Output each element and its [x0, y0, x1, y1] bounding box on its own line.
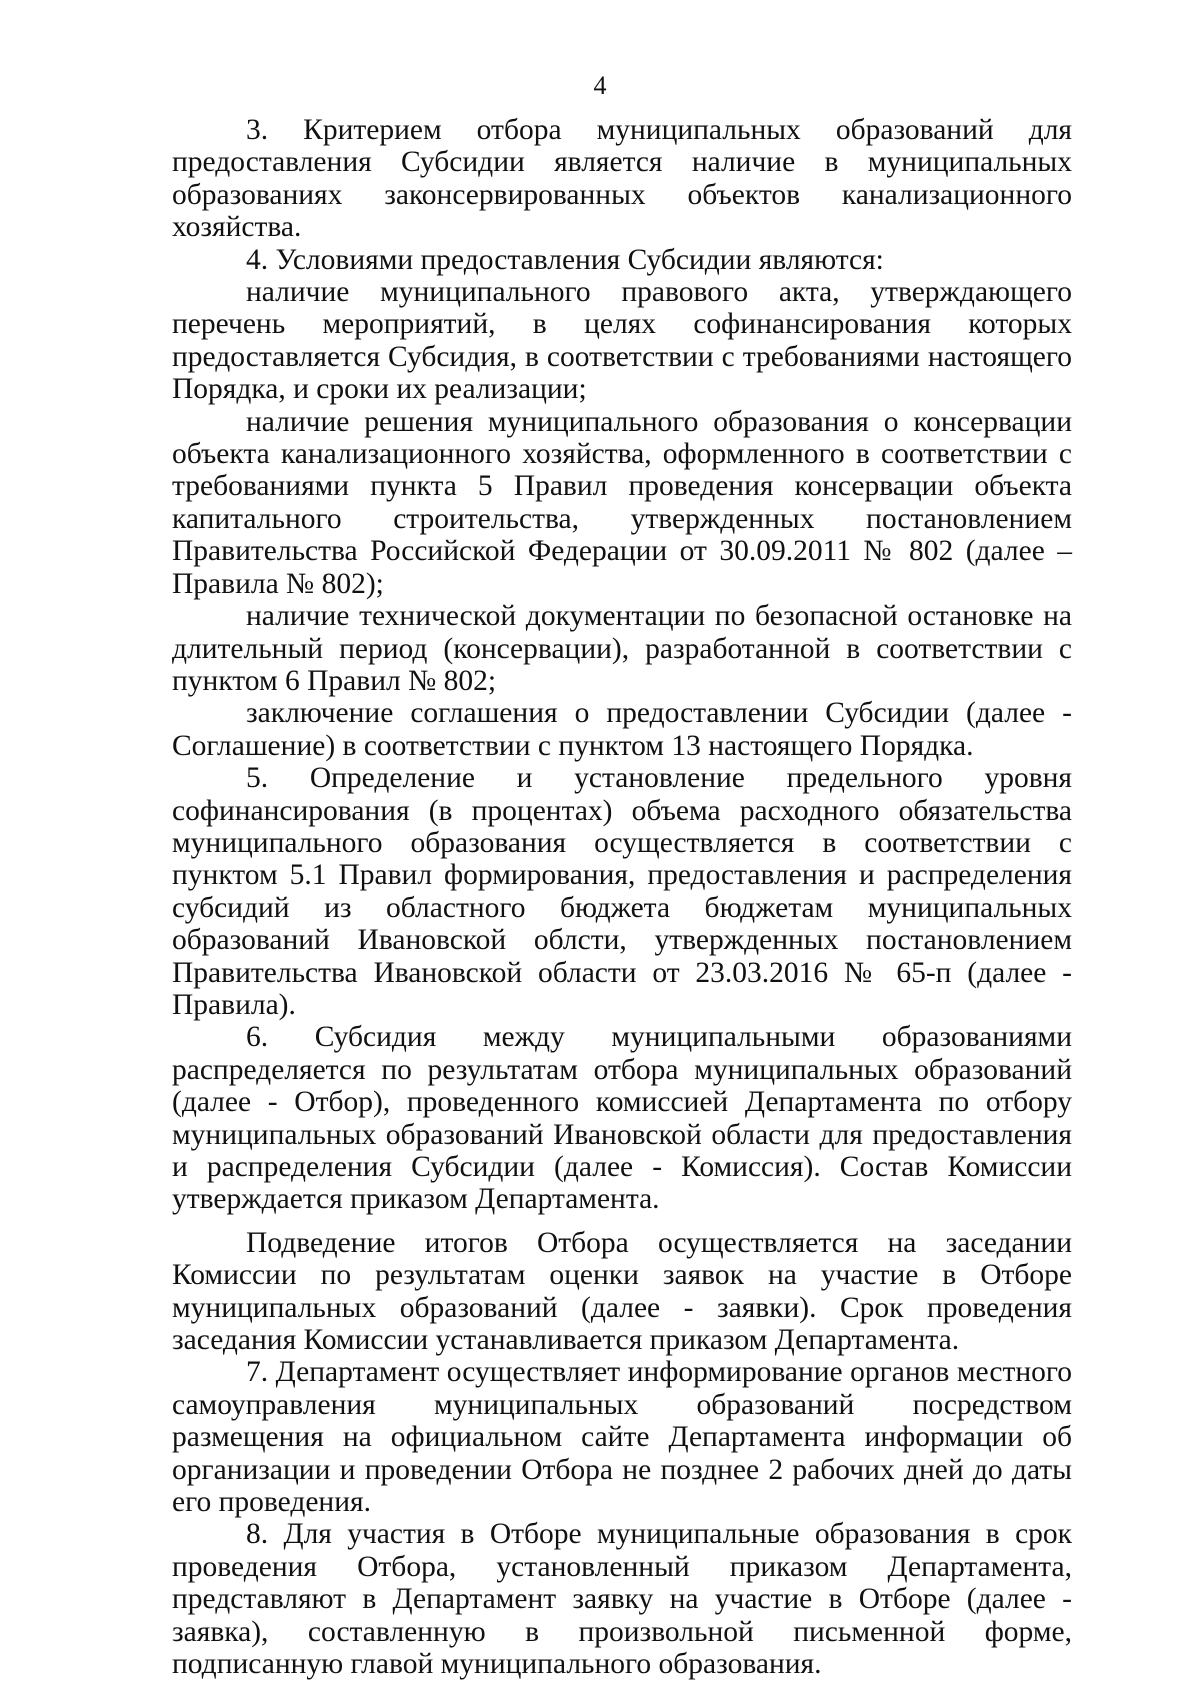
paragraph-8-application: 8. Для участия в Отборе муниципальные образования в срок проведения Отбора, установленный приказом Департамента, представляют в Департамент заявку на участие в Отборе (далее - заявка), составленную в произвольной письменной форме, подписанную главой муниципального образования.	[172, 1518, 1072, 1681]
condition-agreement: заключение соглашения о предоставлении Субсидии (далее - Соглашение) в соответствии с пунктом 13 настоящего Порядка.	[172, 697, 1072, 762]
paragraph-5-cofinancing-level: 5. Определение и установление предельного уровня софинансирования (в процентах) объема расходного обязательства муниципального образования осуществляется в соответствии с пунктом 5.1 Правил формирования, предоставления и распределения субсидий из областного бюджета бюджетам муниципальных образований Ивановской облсти, утвержденных постановлением Правительства Ивановской области от 23.03.2016 № 65-п (далее - Правила).	[172, 762, 1072, 1021]
condition-conservation-decision: наличие решения муниципального образования о консервации объекта канализационного хозяйства, оформленного в соответствии с требованиями пункта 5 Правил проведения консервации объекта капитального строительства, утвержденных постановлением Правительства Российской Федерации от 30.09.2011 № 802 (далее – Правила № 802);	[172, 405, 1072, 600]
paragraph-selection-results: Подведение итогов Отбора осуществляется на заседании Комиссии по результатам оценки заявок на участие в Отборе муниципальных образований (далее - заявки). Срок проведения заседания Комиссии устанавливается приказом Департамента.	[172, 1226, 1072, 1357]
document-body	[172, 114, 1072, 1681]
paragraph-7-informing: 7. Департамент осуществляет информирование органов местного самоуправления муниципальных образований посредством размещения на официальном сайте Департамента информации об организации и проведении Отбора не позднее 2 рабочих дней до даты его проведения.	[172, 1356, 1072, 1519]
paragraph-6-subsidy-distribution: 6. Субсидия между муниципальными образованиями распределяется по результатам отбора муниципальных образований (далее - Отбор), проведенного комиссией Департамента по отбору муниципальных образований Ивановской области для предоставления и распределения Субсидии (далее - Комиссия). Состав Комиссии утверждается приказом Департамента.	[172, 1021, 1072, 1216]
paragraph-3-selection-criterion: 3. Критерием отбора муниципальных образований для предоставления Субсидии является наличие в муниципальных образованиях законсервированных объектов канализационного хозяйства.	[172, 114, 1072, 244]
condition-legal-act: наличие муниципального правового акта, утверждающего перечень мероприятий, в целях софинансирования которых предоставляется Субсидия, в соответствии с требованиями настоящего Порядка, и сроки их реализации;	[172, 276, 1072, 406]
paragraph-4-conditions-heading: 4. Условиями предоставления Субсидии являются:	[246, 243, 884, 276]
page-number: 4	[593, 71, 607, 100]
condition-technical-documentation: наличие технической документации по безопасной остановке на длительный период (консервации), разработанной в соответствии с пунктом 6 Правил № 802;	[172, 600, 1072, 697]
